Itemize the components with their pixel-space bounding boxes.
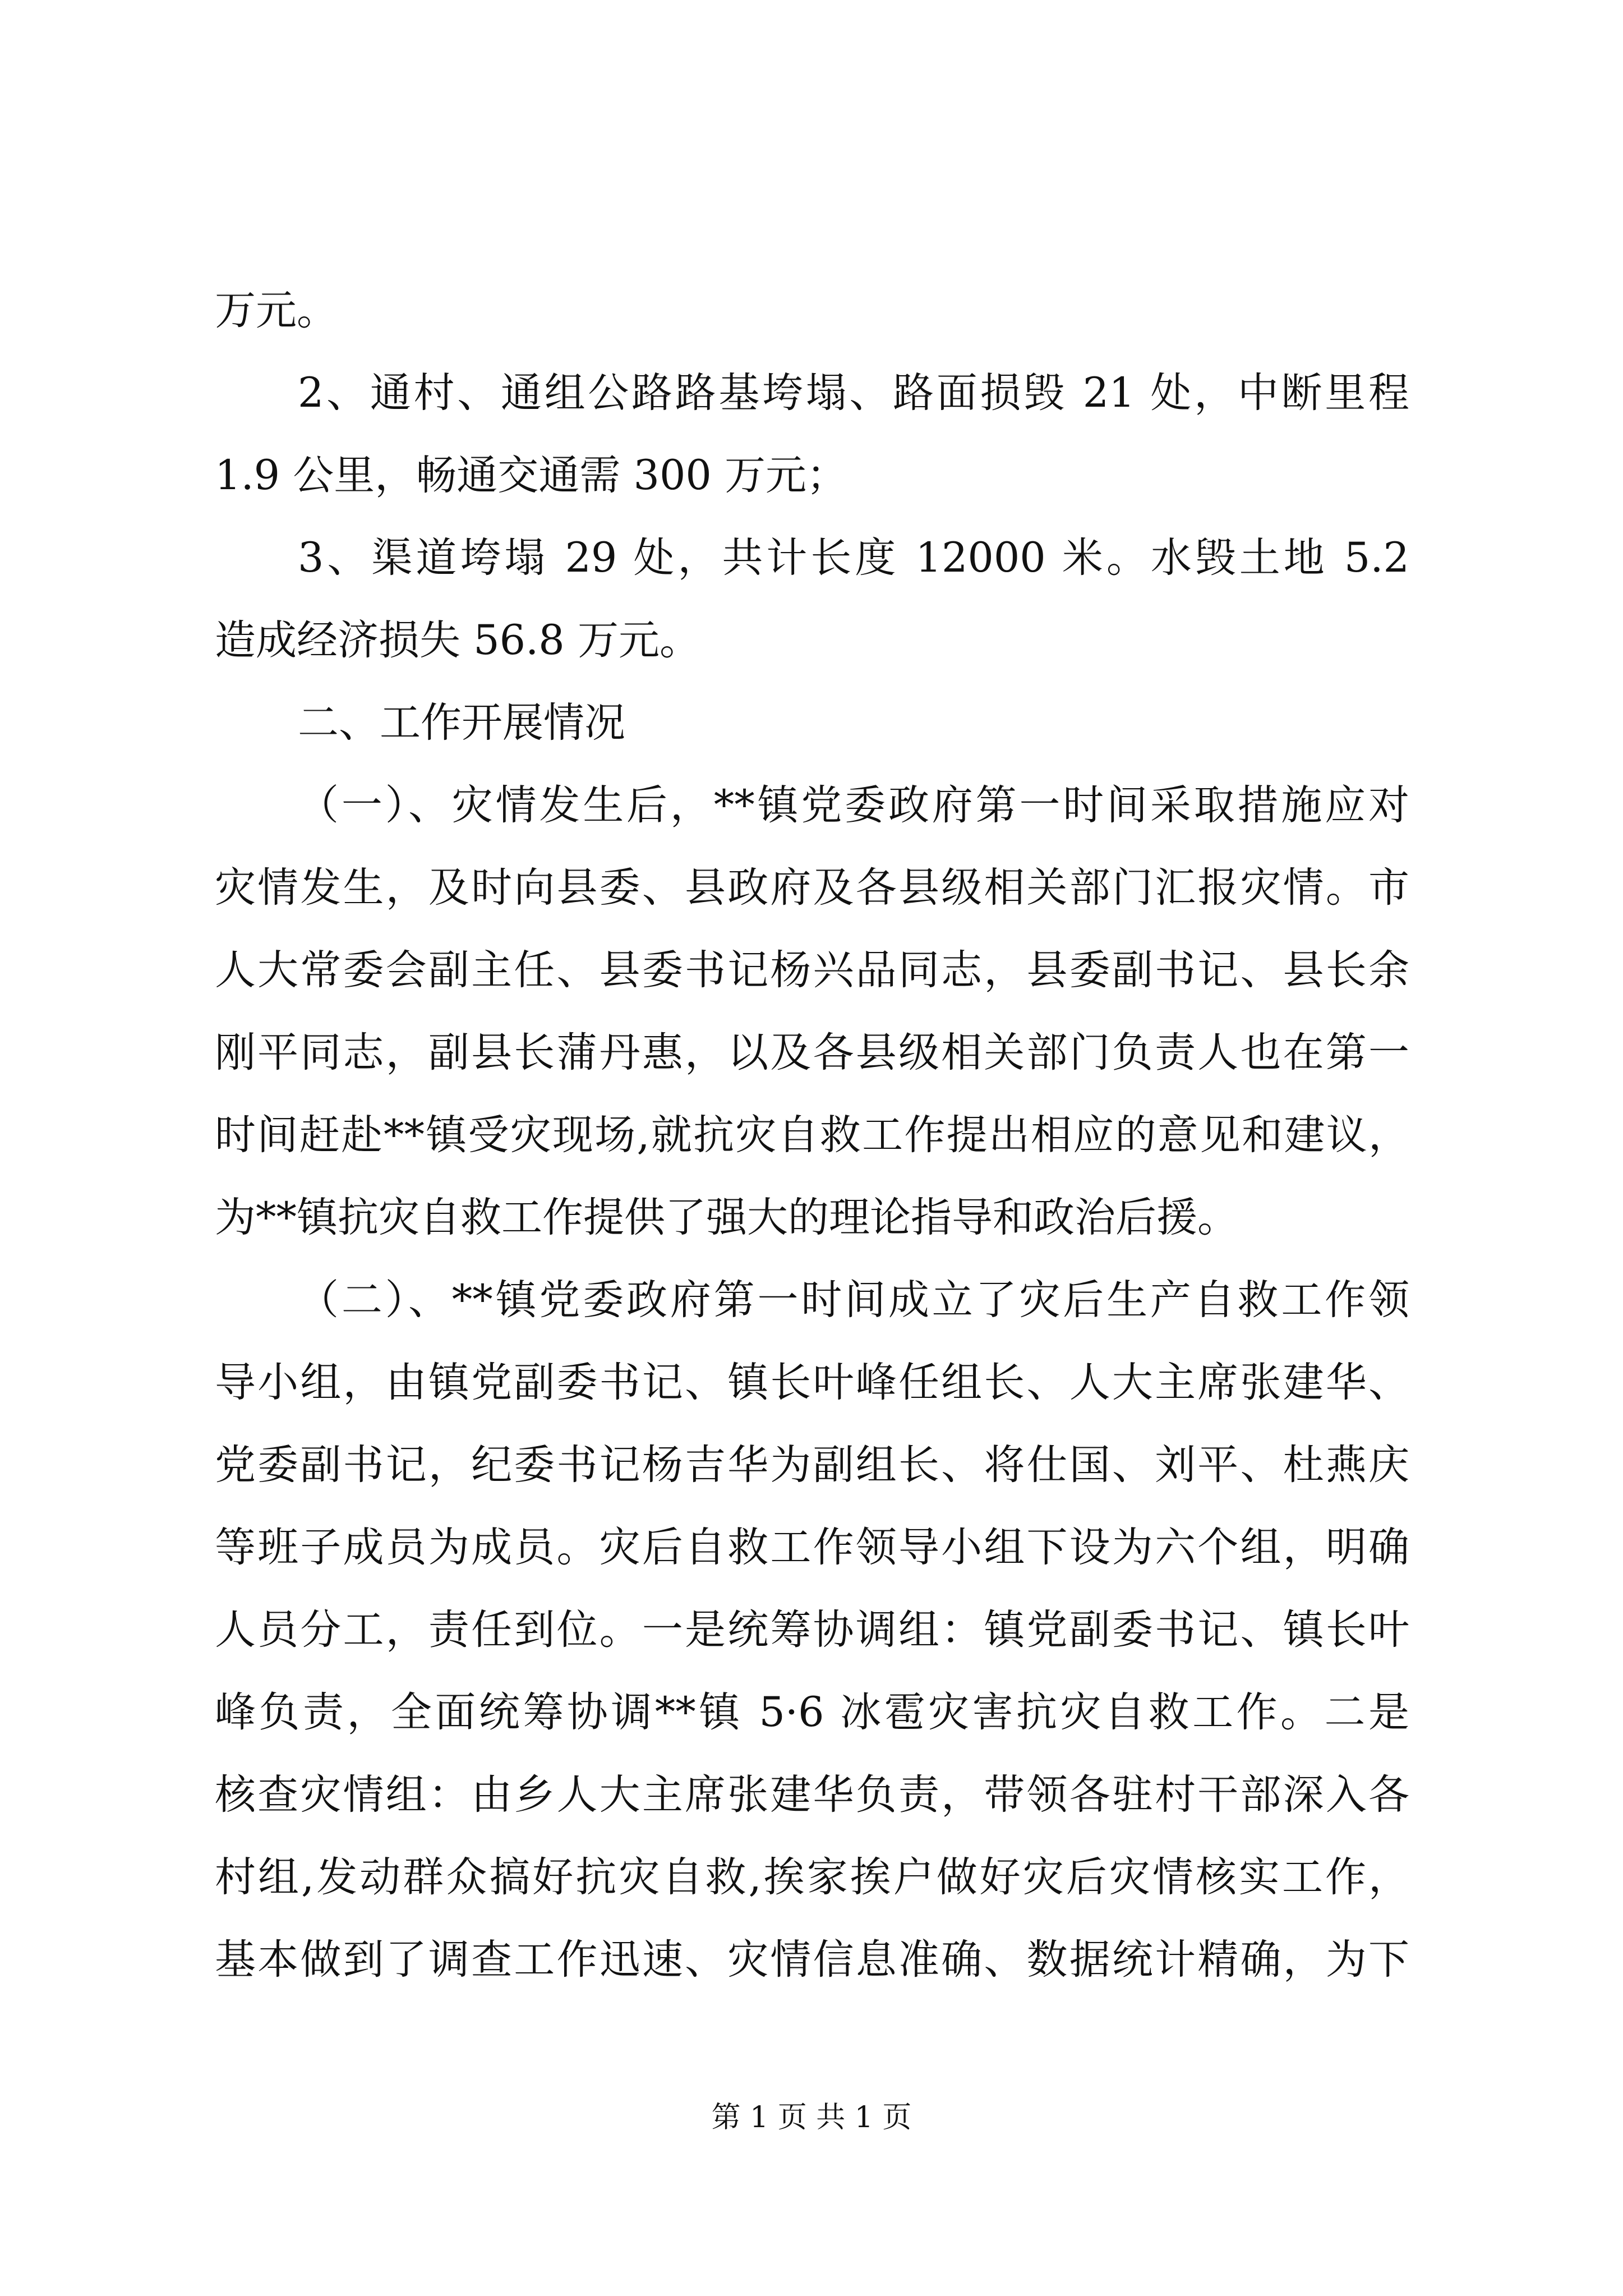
text-line-20: 村组,发动群众搞好抗灾自救,挨家挨户做好灾后灾情核实工作， [215, 1853, 1409, 1901]
text-line-12: 为**镇抗灾自救工作提供了强大的理论指导和政治后援。 [215, 1194, 1238, 1241]
text-line-11: 时间赶赴**镇受灾现场,就抗灾自救工作提出相应的意见和建议， [215, 1111, 1409, 1159]
text-line-19: 核查灾情组：由乡人大主席张建华负责，带领各驻村干部深入各 [215, 1771, 1409, 1819]
text-line-14: 导小组，由镇党副委书记、镇长叶峰任组长、人大主席张建华、 [215, 1359, 1409, 1406]
text-line-3: 1.9 公里，畅通交通需 300 万元； [215, 452, 848, 499]
text-line-7: （一）、灾情发生后，**镇党委政府第一时间采取措施应对 [298, 781, 1409, 829]
text-line-4: 3、渠道垮塌 29 处，共计长度 12000 米。水毁土地 5.2 [298, 534, 1409, 582]
text-line-13: （二）、**镇党委政府第一时间成立了灾后生产自救工作领 [298, 1276, 1409, 1324]
text-line-2: 2、通村、通组公路路基垮塌、路面损毁 21 处，中断里程 [298, 369, 1409, 417]
text-line-5: 造成经济损失 56.8 万元。 [215, 616, 700, 664]
text-line-8: 灾情发生，及时向县委、县政府及各县级相关部门汇报灾情。市 [215, 864, 1409, 912]
text-line-21: 基本做到了调查工作迅速、灾情信息准确、数据统计精确，为下 [215, 1936, 1409, 1984]
document-body [215, 269, 1409, 2001]
page-footer: 第 1 页 共 1 页 [711, 2101, 912, 2134]
section-heading: 二、工作开展情况 [298, 699, 625, 747]
text-line-16: 等班子成员为成员。灾后自救工作领导小组下设为六个组，明确 [215, 1524, 1409, 1571]
text-line-9: 人大常委会副主任、县委书记杨兴品同志，县委副书记、县长余 [215, 946, 1409, 994]
text-line-10: 刚平同志，副县长蒲丹惠，以及各县级相关部门负责人也在第一 [215, 1029, 1409, 1076]
text-line-17: 人员分工，责任到位。一是统筹协调组：镇党副委书记、镇长叶 [215, 1606, 1409, 1654]
text-line-18: 峰负责，全面统筹协调**镇 5·6 冰雹灾害抗灾自救工作。二是 [215, 1688, 1409, 1736]
text-line-1: 万元。 [215, 287, 338, 334]
text-line-15: 党委副书记，纪委书记杨吉华为副组长、将仕国、刘平、杜燕庆 [215, 1441, 1409, 1489]
